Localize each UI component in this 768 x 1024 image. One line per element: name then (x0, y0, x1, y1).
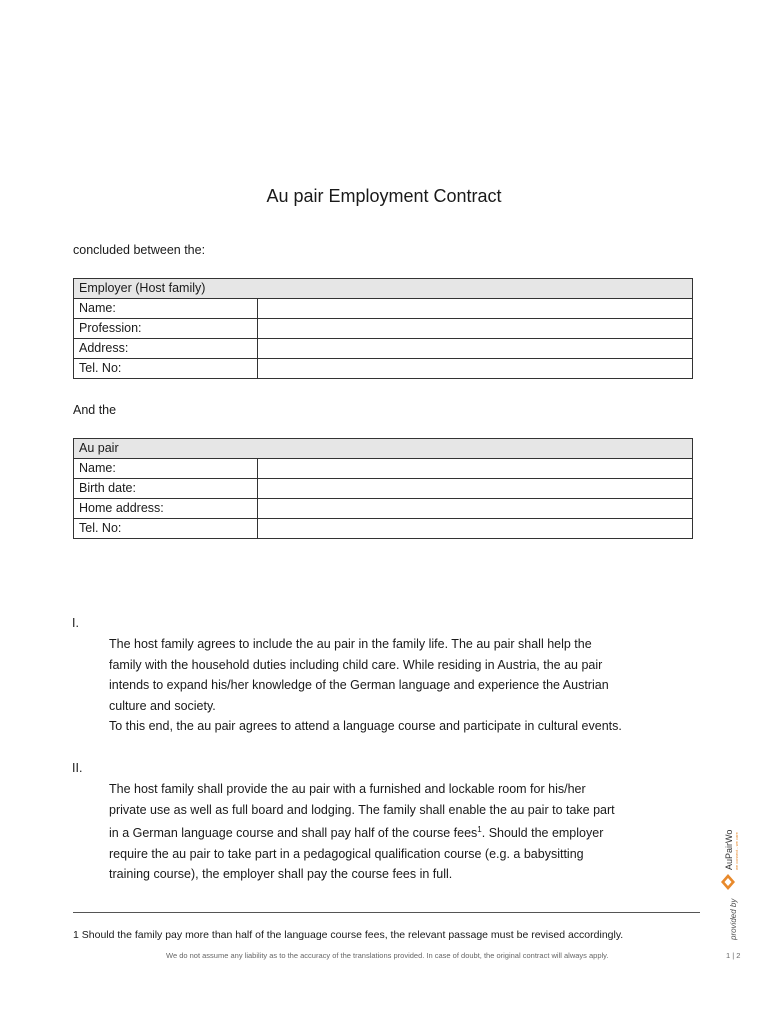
line: require the au pair to take part in a pedagogical qualification course (e.g. a babysitting (109, 846, 584, 861)
section-1-text (109, 634, 699, 737)
line: The host family agrees to include the au pair in the family life. The au pair shall help the (109, 637, 592, 651)
section-2-text (109, 779, 699, 885)
provided-by-text: provided by (729, 898, 738, 940)
footnote-divider (73, 912, 700, 913)
logo-text: AuPairWorld (724, 830, 734, 870)
intro-text: concluded between the: (73, 243, 206, 257)
page-title: Au pair Employment Contract (266, 186, 502, 206)
and-the-text: And the (73, 403, 117, 417)
employer-table (73, 278, 693, 379)
employer-profession-field[interactable] (258, 319, 693, 339)
section-2-number: II. (72, 761, 83, 775)
line: private use as well as full board and lodging. The family shall enable the au pair to take part (109, 802, 615, 817)
au-pair-tel-field[interactable] (258, 519, 693, 539)
line: The host family shall provide the au pair with a furnished and lockable room for his/her (109, 782, 586, 796)
employer-tel-label: Tel. No: (74, 359, 258, 379)
line: in a German language course and shall pay half of the course fees$^1$. Should the employer (109, 825, 604, 841)
footnote: 1 Should the family pay more than half of the language course fees, the relevant passage must be revised accordingly. (73, 929, 624, 941)
au-pair-table (73, 438, 693, 539)
page-number: 1 | 2 (726, 951, 741, 960)
disclaimer: We do not assume any liability as to the accuracy of the translations provided. In case of doubt, the original contract will always apply. (166, 951, 609, 960)
au-pair-address-label: Home address: (74, 499, 258, 519)
footnote-ref[interactable]: 1 (477, 825, 482, 834)
section-1-number: I. (72, 616, 79, 630)
au-pair-tel-label: Tel. No: (74, 519, 258, 539)
line: culture and society. (109, 698, 216, 713)
employer-address-label: Address: (74, 339, 258, 359)
au-pair-birth-label: Birth date: (74, 479, 258, 499)
employer-tel-field[interactable] (258, 359, 693, 379)
line: family with the household duties including child care. While residing in Austria, the au pair (109, 657, 603, 672)
au-pair-name-field[interactable] (258, 459, 693, 479)
logo-tagline: we connect - we care (734, 832, 739, 870)
line: To this end, the au pair agrees to attend a language course and participate in cultural events. (109, 719, 622, 733)
line: training course), the employer shall pay the course fees in full. (109, 867, 453, 882)
employer-profession-label: Profession: (74, 319, 258, 339)
employer-address-field[interactable] (258, 339, 693, 359)
logo-mark-icon (721, 874, 735, 890)
au-pair-table-header: Au pair (74, 439, 693, 459)
employer-name-field[interactable] (258, 299, 693, 319)
au-pair-name-label: Name: (74, 459, 258, 479)
employer-name-label: Name: (74, 299, 258, 319)
au-pair-birth-field[interactable] (258, 479, 693, 499)
au-pair-address-field[interactable] (258, 499, 693, 519)
aupairworld-logo (700, 830, 768, 940)
line: intends to expand his/her knowledge of the German language and experience the Austrian (109, 678, 609, 692)
employer-table-header: Employer (Host family) (74, 279, 693, 299)
